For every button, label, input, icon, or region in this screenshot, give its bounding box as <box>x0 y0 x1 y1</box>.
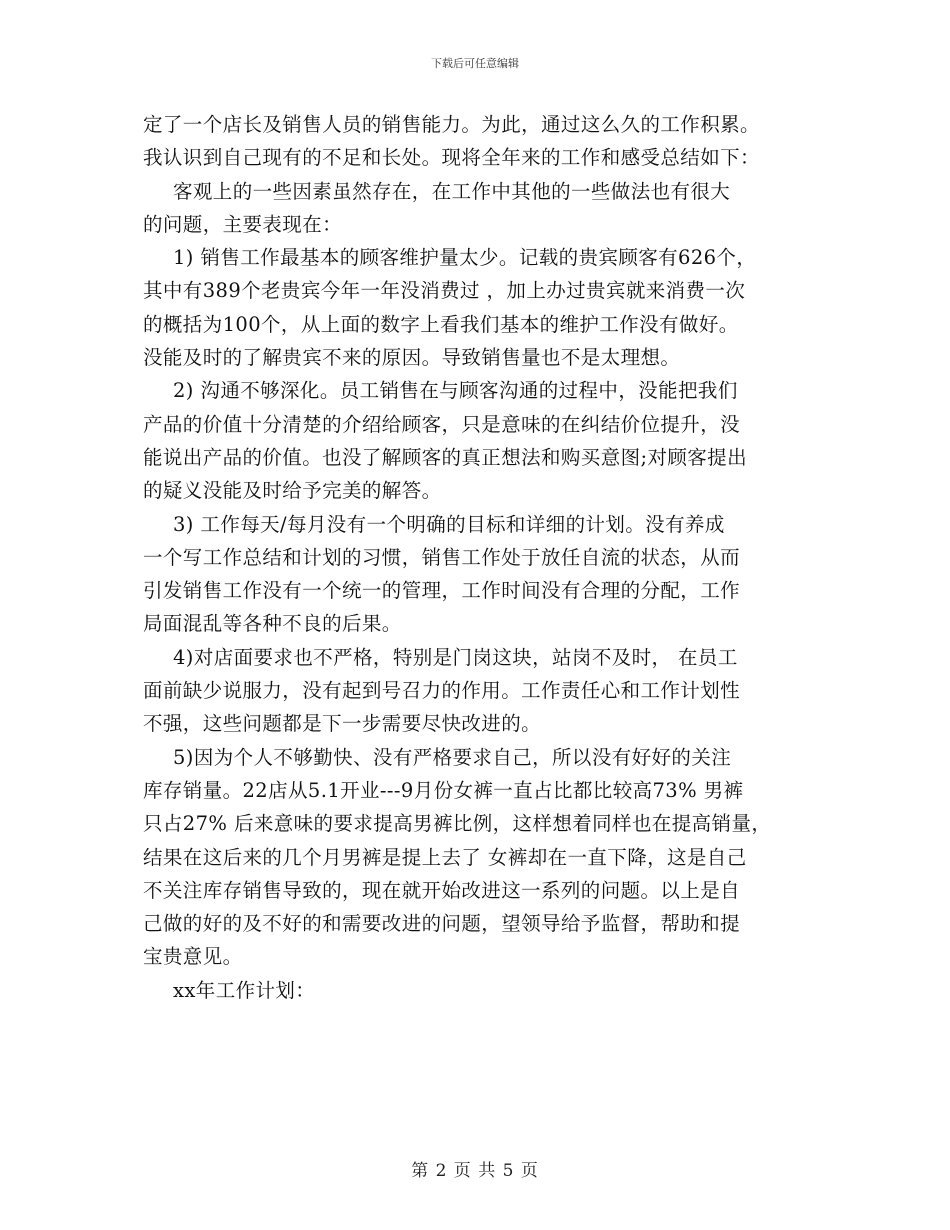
body-line: 库存销量。22店从5.1开业---9月份女裤一直占比都比较高73% 男裤 <box>143 778 744 802</box>
body-line: 面前缺少说服力，没有起到号召力的作用。工作责任心和工作计划性 <box>143 679 741 703</box>
body-line: 我认识到自己现有的不足和长处。现将全年来的工作和感受总结如下： <box>143 146 760 170</box>
body-line: 产品的价值十分清楚的介绍给顾客，只是意味的在纠结价位提升，没 <box>143 412 741 436</box>
body-line: 引发销售工作没有一个统一的管理，工作时间没有合理的分配，工作 <box>143 579 741 603</box>
paragraph-start-line: 客观上的一些因素虽然存在，在工作中其他的一些做法也有很大 <box>173 179 731 203</box>
body-line: 能说出产品的价值。也没了解顾客的真正想法和购买意图;对顾客提出 <box>143 445 747 469</box>
body-line: 的概括为100个，从上面的数字上看我们基本的维护工作没有做好。 <box>143 312 739 336</box>
body-line: 其中有389个老贵宾今年一年没消费过 ，加上办过贵宾就来消费一次 <box>143 279 746 303</box>
body-line: 只占27% 后来意味的要求提高男裤比例，这样想着同样也在提高销量， <box>143 812 772 836</box>
paragraph-start-line: 3) 工作每天/每月没有一个明确的目标和详细的计划。没有养成 <box>173 512 725 536</box>
body-line: 不关注库存销售导致的，现在就开始改进这一系列的问题。以上是自 <box>143 878 741 902</box>
page-indicator: 第 2 页 共 5 页 <box>411 1161 539 1181</box>
paragraph-start-line: 2) 沟通不够深化。员工销售在与顾客沟通的过程中，没能把我们 <box>173 379 738 403</box>
section-heading: xx年工作计划： <box>173 978 316 1002</box>
page-header-note: 下载后可任意编辑 <box>431 57 519 70</box>
body-line: 一个写工作总结和计划的习惯，销售工作处于放任自流的状态，从而 <box>143 545 741 569</box>
body-line: 定了一个店长及销售人员的销售能力。为此，通过这么久的工作积累。 <box>143 113 760 136</box>
body-line: 宝贵意见。 <box>143 945 243 969</box>
paragraph-start-line: 4)对店面要求也不严格，特别是门岗这块，站岗不及时， 在员工 <box>173 645 738 669</box>
body-line: 的问题，主要表现在： <box>143 212 343 236</box>
body-line: 结果在这后来的几个月男裤是提上去了 女裤却在一直下降，这是自己 <box>143 845 747 869</box>
paragraph-start-line: 1) 销售工作最基本的顾客维护量太少。记载的贵宾顾客有626个， <box>173 246 757 270</box>
paragraph-start-line: 5)因为个人不够勤快、没有严格要求自己，所以没有好好的关注 <box>173 745 732 769</box>
body-line: 没能及时的了解贵宾不来的原因。导致销售量也不是太理想。 <box>143 346 681 370</box>
document-body <box>143 108 813 1007</box>
body-line: 的疑义没能及时给予完美的解答。 <box>143 479 442 503</box>
body-line: 不强，这些问题都是下一步需要尽快改进的。 <box>143 712 542 736</box>
body-line: 局面混乱等各种不良的后果。 <box>143 612 402 636</box>
body-line: 己做的好的及不好的和需要改进的问题，望领导给予监督，帮助和提 <box>143 912 741 936</box>
